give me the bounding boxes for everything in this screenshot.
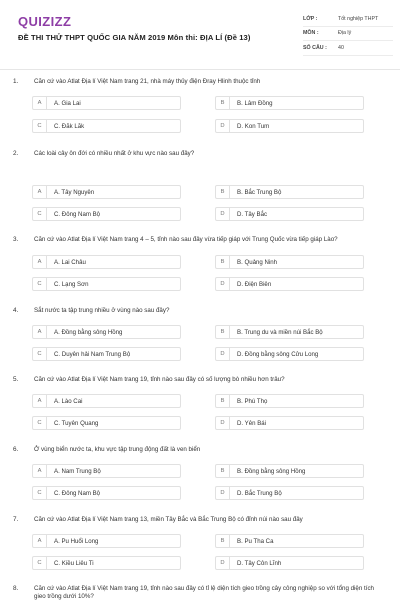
option-text: C. Đông Nam Bộ <box>54 489 101 497</box>
option-text: C. Kiều Liêu Ti <box>54 559 94 567</box>
option-letter: D <box>216 487 230 499</box>
option-letter: C <box>33 417 47 429</box>
option-text: D. Tây Côn Lĩnh <box>237 559 282 567</box>
option-text: C. Đông Nam Bộ <box>54 210 101 218</box>
option-text: A. Lào Cai <box>54 397 83 405</box>
option-d[interactable] <box>215 347 364 361</box>
option-letter: D <box>216 348 230 360</box>
option-text: B. Lâm Đồng <box>237 99 273 107</box>
option-d[interactable] <box>215 207 364 221</box>
worksheet-title: ĐỀ THI THỬ THPT QUỐC GIA NĂM 2019 Môn thi: ĐỊA LÍ (Đề 13) <box>18 33 251 42</box>
info-row-subject <box>303 27 393 42</box>
info-label: LỚP : <box>303 15 318 22</box>
option-b[interactable] <box>215 394 364 408</box>
question-number: 3. <box>13 236 19 243</box>
option-letter: B <box>216 256 230 268</box>
option-text: B. Đồng bằng sông Hồng <box>237 467 306 475</box>
question-text: Căn cứ vào Atlat Địa lí Việt Nam trang 21, nhà máy thủy điện Đray Hlinh thuộc tỉnh <box>34 78 261 85</box>
option-b[interactable] <box>215 464 364 478</box>
question-text: Ở vùng biển nước ta, khu vực tập trung động đất là ven biển <box>34 446 201 453</box>
option-c[interactable] <box>32 277 181 291</box>
option-c[interactable] <box>32 556 181 570</box>
option-c[interactable] <box>32 207 181 221</box>
option-a[interactable] <box>32 255 181 269</box>
question-text: Căn cứ vào Atlat Địa lí Việt Nam trang 19, tỉnh nào sau đây có tỉ lệ diện tích gieo trồng cây công nghiệp so với tổng diện tích gieo trồng dưới 10%? <box>34 585 375 600</box>
option-letter: C <box>33 120 47 132</box>
option-text: D. Tây Bắc <box>237 210 268 218</box>
option-letter: B <box>216 97 230 109</box>
option-b[interactable] <box>215 325 364 339</box>
option-letter: A <box>33 186 47 198</box>
question-text: Căn cứ vào Atlat Địa lí Việt Nam trang 13, miền Tây Bắc và Bắc Trung Bộ có đỉnh núi nào sau đây <box>34 516 303 523</box>
option-letter: C <box>33 278 47 290</box>
option-text: B. Phú Thọ <box>237 397 268 405</box>
option-d[interactable] <box>215 416 364 430</box>
question-number: 1. <box>13 78 19 85</box>
option-text: B. Quảng Ninh <box>237 258 277 266</box>
question-number: 4. <box>13 307 19 314</box>
option-d[interactable] <box>215 277 364 291</box>
option-letter: D <box>216 278 230 290</box>
option-letter: B <box>216 395 230 407</box>
option-a[interactable] <box>32 185 181 199</box>
option-text: C. Lạng Sơn <box>54 280 89 288</box>
option-d[interactable] <box>215 119 364 133</box>
option-c[interactable] <box>32 119 181 133</box>
option-letter: A <box>33 256 47 268</box>
option-letter: A <box>33 465 47 477</box>
option-d[interactable] <box>215 486 364 500</box>
option-letter: D <box>216 417 230 429</box>
option-text: B. Bắc Trung Bộ <box>237 188 282 196</box>
info-value: Địa lý <box>338 30 352 37</box>
option-a[interactable] <box>32 394 181 408</box>
option-a[interactable] <box>32 464 181 478</box>
option-text: B. Trung du và miền núi Bắc Bộ <box>237 328 323 336</box>
question-text: Căn cứ vào Atlat Địa lí Việt Nam trang 19, tỉnh nào sau đây có số lượng bò nhiều hơn trâu? <box>34 376 285 383</box>
option-text: A. Lai Châu <box>54 258 86 266</box>
option-letter: D <box>216 120 230 132</box>
option-letter: C <box>33 557 47 569</box>
question-number: 7. <box>13 516 19 523</box>
option-letter: D <box>216 208 230 220</box>
option-a[interactable] <box>32 534 181 548</box>
info-table <box>303 12 393 56</box>
worksheet-header <box>0 0 400 70</box>
option-b[interactable] <box>215 96 364 110</box>
option-d[interactable] <box>215 556 364 570</box>
option-c[interactable] <box>32 347 181 361</box>
info-row-count <box>303 41 393 56</box>
option-letter: C <box>33 348 47 360</box>
option-text: A. Gia Lai <box>54 99 81 107</box>
info-label: SỐ CÂU : <box>303 44 327 51</box>
option-letter: C <box>33 208 47 220</box>
question-number: 2. <box>13 150 19 157</box>
option-text: A. Đồng bằng sông Hồng <box>54 328 123 336</box>
option-text: D. Kon Tum <box>237 122 270 130</box>
option-letter: B <box>216 186 230 198</box>
option-b[interactable] <box>215 534 364 548</box>
option-letter: D <box>216 557 230 569</box>
option-text: B. Pu Tha Ca <box>237 537 274 545</box>
option-letter: B <box>216 535 230 547</box>
quizizz-logo: QUIZIZZ <box>18 14 72 29</box>
option-b[interactable] <box>215 255 364 269</box>
info-value: Tốt nghiệp THPT <box>338 15 379 22</box>
option-letter: A <box>33 326 47 338</box>
option-b[interactable] <box>215 185 364 199</box>
option-text: A. Nam Trung Bộ <box>54 467 101 475</box>
option-a[interactable] <box>32 96 181 110</box>
option-text: D. Bắc Trung Bộ <box>237 489 282 497</box>
option-a[interactable] <box>32 325 181 339</box>
info-row-class <box>303 12 393 27</box>
option-text: C. Duyên hải Nam Trung Bộ <box>54 350 131 358</box>
option-letter: B <box>216 465 230 477</box>
option-text: D. Đồng bằng sông Cửu Long <box>237 350 319 358</box>
option-c[interactable] <box>32 486 181 500</box>
question-number: 6. <box>13 446 19 453</box>
option-letter: A <box>33 97 47 109</box>
option-letter: C <box>33 487 47 499</box>
info-label: MÔN : <box>303 30 319 37</box>
question-number: 5. <box>13 376 19 383</box>
option-letter: A <box>33 535 47 547</box>
option-text: A. Tây Nguyên <box>54 188 95 196</box>
option-text: C. Đăk Lăk <box>54 122 85 130</box>
option-text: A. Pu Huổi Long <box>54 537 99 545</box>
question-text: Các loài cây ôn đới có nhiều nhất ở khu vực nào sau đây? <box>34 150 195 157</box>
info-value: 40 <box>338 44 344 51</box>
question-text: Sắt nước ta tập trung nhiều ở vùng nào sau đây? <box>34 307 170 314</box>
option-c[interactable] <box>32 416 181 430</box>
option-text: C. Tuyên Quang <box>54 419 99 427</box>
question-text: Căn cứ vào Atlat Địa lí Việt Nam trang 4 – 5, tỉnh nào sau đây vừa tiếp giáp với Trung Quốc vừa tiếp giáp Lào? <box>34 236 338 243</box>
option-letter: A <box>33 395 47 407</box>
option-letter: B <box>216 326 230 338</box>
option-text: D. Điện Biên <box>237 280 272 288</box>
option-text: D. Yên Bái <box>237 419 267 427</box>
question-number: 8. <box>13 585 19 592</box>
